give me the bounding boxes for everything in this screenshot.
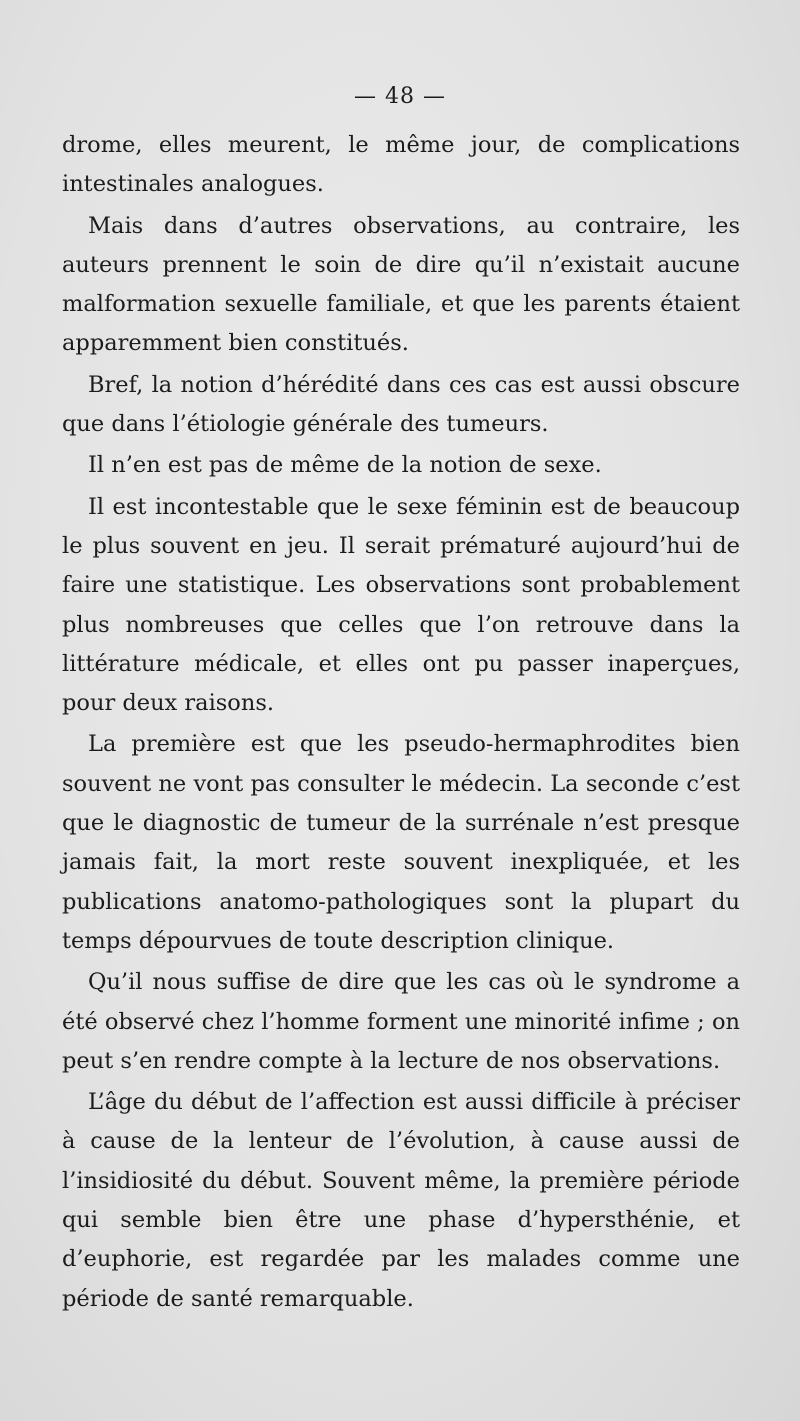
paragraph-sexe-feminin: Il est incontestable que le sexe féminin est de beaucoup le plus souvent en jeu. Il serait prématuré aujourd’hui de faire une statistique. Les observations sont probablement plus nombreuses que celles que l’on retrouve dans la littérature médicale, et elles ont pu passer inaperçues, pour deux raisons.: [62, 493, 740, 717]
paragraph-observations: Mais dans d’autres observations, au contraire, les auteurs prennent le soin de dire qu’il n’existait aucune malformation sexuelle familiale, et que les parents étaient apparemment bien constitués.: [62, 212, 740, 357]
body-text: [62, 126, 740, 1319]
paragraph-continuation: drome, elles meurent, le même jour, de complications intestinales analogues.: [62, 132, 740, 198]
paragraph-homme: Qu’il nous suffise de dire que les cas où le syndrome a été observé chez l’homme forment une minorité infime ; on peut s’en rendre compte à la lecture de nos observations.: [62, 969, 740, 1074]
paragraph-heredite: Bref, la notion d’hérédité dans ces cas est aussi obscure que dans l’étiologie générale des tumeurs.: [62, 371, 740, 438]
paragraph-sexe: Il n’en est pas de même de la notion de sexe.: [88, 452, 602, 479]
paragraph-age-debut: L’âge du début de l’affection est aussi difficile à préciser à cause de la lenteur de l’évolution, à cause aussi de l’insidiosité du début. Souvent même, la première période qui semble bien être une phase d’hypersthénie, et d’euphorie, est regardée par les malades comme une période de santé remarquable.: [62, 1089, 740, 1312]
page-number: — 48 —: [354, 84, 446, 109]
paragraph-raisons: La première est que les pseudo-hermaphrodites bien souvent ne vont pas consulter le médecin. La seconde c’est que le diagnostic de tumeur de la surrénale n’est presque jamais fait, la mort reste souvent inexpliquée, et les publications anatomo-pathologiques sont la plupart du temps dépourvues de toute description clinique.: [62, 731, 740, 954]
